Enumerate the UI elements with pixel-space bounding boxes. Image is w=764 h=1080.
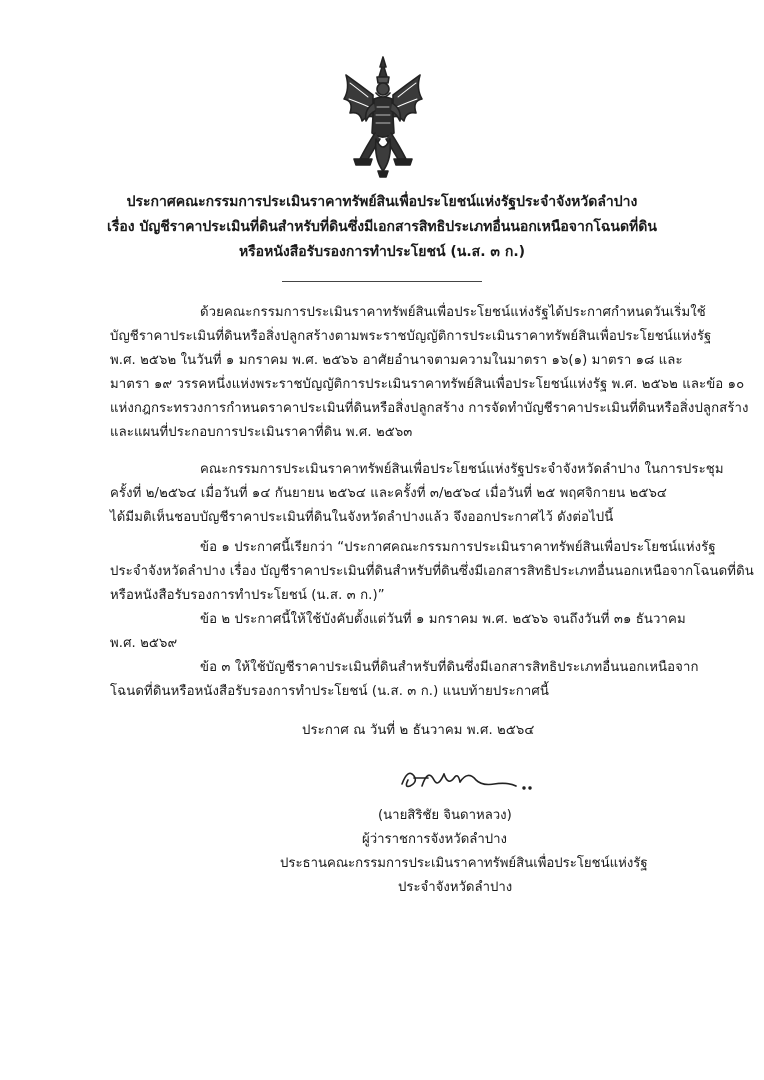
clause-2-line: ข้อ ๒ ประกาศนี้ให้ใช้บังคับตั้งแต่วันที่ ๑ มกราคม พ.ศ. ๒๕๖๖ จนถึงวันที่ ๓๑ ธันวาคม <box>200 612 686 627</box>
signatory-position: ผู้ว่าราชการจังหวัดลำปาง <box>362 832 507 847</box>
paragraph-line: พ.ศ. ๒๕๖๒ ในวันที่ ๑ มกราคม พ.ศ. ๒๕๖๖ อาศัยอำนาจตามความในมาตรา ๑๖(๑) มาตรา ๑๘ และ <box>110 353 683 368</box>
clause-1-line: ประจำจังหวัดลำปาง เรื่อง บัญชีราคาประเมินที่ดินสำหรับที่ดินซึ่งมีเอกสารสิทธิประเภทอื่นนอกเหนือจากโฉนดที่ดิน <box>110 564 754 579</box>
clause-1-line: ข้อ ๑ ประกาศนี้เรียกว่า “ประกาศคณะกรรมการประเมินราคาทรัพย์สินเพื่อประโยชน์แห่งรัฐ <box>200 540 716 555</box>
paragraph-line: ครั้งที่ ๒/๒๕๖๔ เมื่อวันที่ ๑๔ กันยายน ๒๕๖๔ และครั้งที่ ๓/๒๕๖๔ เมื่อวันที่ ๒๕ พฤศจิกายน ๒๕๖๔ <box>110 486 668 501</box>
announcement-subject: เรื่อง บัญชีราคาประเมินที่ดินสำหรับที่ดินซึ่งมีเอกสารสิทธิประเภทอื่นนอกเหนือจากโฉนดที่ดิน <box>107 219 657 235</box>
paragraph-line: คณะกรรมการประเมินราคาทรัพย์สินเพื่อประโยชน์แห่งรัฐประจำจังหวัดลำปาง ในการประชุม <box>200 462 724 477</box>
clause-1-line: หรือหนังสือรับรองการทำประโยชน์ (น.ส. ๓ ก.)” <box>110 588 385 603</box>
announcement-subject-cont: หรือหนังสือรับรองการทำประโยชน์ (น.ส. ๓ ก.) <box>238 244 526 260</box>
announcement-date: ประกาศ ณ วันที่ ๒ ธันวาคม พ.ศ. ๒๕๖๔ <box>302 723 535 738</box>
signatory-province: ประจำจังหวัดลำปาง <box>398 880 513 895</box>
paragraph-line: ด้วยคณะกรรมการประเมินราคาทรัพย์สินเพื่อประโยชน์แห่งรัฐได้ประกาศกำหนดวันเริ่มใช้ <box>200 305 706 320</box>
paragraph-line: แห่งกฎกระทรวงการกำหนดราคาประเมินที่ดินหรือสิ่งปลูกสร้าง การจัดทำบัญชีราคาประเมินที่ดินหรือสิ่งปลูกสร้าง <box>110 401 749 416</box>
paragraph-line: และแผนที่ประกอบการประเมินราคาที่ดิน พ.ศ. ๒๕๖๓ <box>110 425 413 440</box>
clause-2-line: พ.ศ. ๒๕๖๙ <box>110 636 178 651</box>
garuda-emblem-icon <box>340 55 426 180</box>
paragraph-line: ได้มีมติเห็นชอบบัญชีราคาประเมินที่ดินในจังหวัดลำปางแล้ว จึงออกประกาศไว้ ดังต่อไปนี้ <box>110 510 614 525</box>
announcement-title: ประกาศคณะกรรมการประเมินราคาทรัพย์สินเพื่อประโยชน์แห่งรัฐประจำจังหวัดลำปาง <box>126 194 638 210</box>
clause-3-line: โฉนดที่ดินหรือหนังสือรับรองการทำประโยชน์ (น.ส. ๓ ก.) แนบท้ายประกาศนี้ <box>110 684 549 699</box>
paragraph-line: บัญชีราคาประเมินที่ดินหรือสิ่งปลูกสร้างตามพระราชบัญญัติการประเมินราคาทรัพย์สินเพื่อประโยชน์แห่งรัฐ <box>110 329 712 344</box>
paragraph-line: มาตรา ๑๙ วรรคหนึ่งแห่งพระราชบัญญัติการประเมินราคาทรัพย์สินเพื่อประโยชน์แห่งรัฐ พ.ศ. ๒๕๖๒ และข้อ ๑๐ <box>110 377 745 392</box>
signatory-name: (นายสิริชัย จินดาหลวง) <box>378 808 512 823</box>
signature-icon <box>398 762 538 798</box>
clause-3-line: ข้อ ๓ ให้ใช้บัญชีราคาประเมินที่ดินสำหรับที่ดินซึ่งมีเอกสารสิทธิประเภทอื่นนอกเหนือจาก <box>200 660 699 675</box>
signatory-chair-title: ประธานคณะกรรมการประเมินราคาทรัพย์สินเพื่อประโยชน์แห่งรัฐ <box>280 856 648 871</box>
header-divider <box>282 281 482 282</box>
